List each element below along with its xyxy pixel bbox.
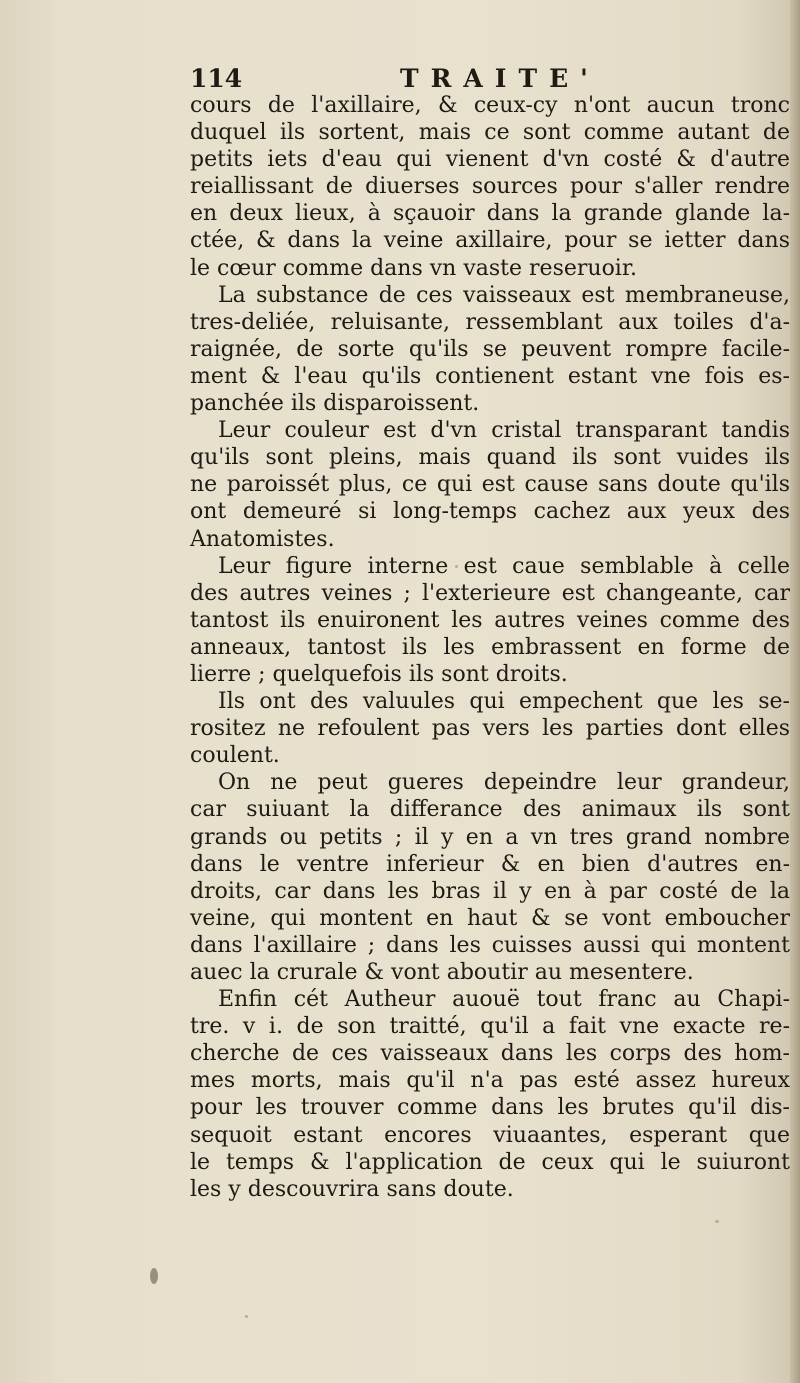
text-line: veine, qui montent en haut & se vont emboucher: [190, 905, 790, 931]
text-line: Ils ont des valuules qui empechent que les se-: [218, 689, 790, 715]
text-line: panchée ils disparoissent.: [190, 391, 480, 417]
text-line: droits, car dans les bras il y en à par costé de la: [190, 878, 790, 904]
text-line: La substance de ces vaisseaux est membraneuse,: [218, 282, 790, 308]
text-line: rositez ne refoulent pas vers les parties dont elles: [190, 716, 790, 742]
text-line: Leur couleur est d'vn cristal transparant tandis: [218, 418, 790, 444]
text-line: coulent.: [190, 743, 280, 769]
text-line: le temps & l'application de ceux qui le suiuront: [190, 1149, 790, 1175]
text-line: les y descouvrira sans doute.: [190, 1176, 514, 1202]
text-line: ctée, & dans la veine axillaire, pour se ietter dans: [190, 228, 790, 254]
page-number: 114: [190, 64, 243, 93]
text-line: le cœur comme dans vn vaste reseruoir.: [190, 255, 637, 281]
text-line: lierre ; quelquefois ils sont droits.: [190, 661, 568, 687]
body-text: [190, 92, 790, 1203]
text-line: On ne peut gueres depeindre leur grandeur,: [218, 770, 790, 796]
text-line: Anatomistes.: [190, 526, 335, 552]
text-line: dans le ventre inferieur & en bien d'autres en-: [190, 851, 790, 877]
text-line: Enfin cét Autheur auouë tout franc au Chapi-: [218, 987, 790, 1013]
text-line: dans l'axillaire ; dans les cuisses aussi qui montent: [190, 932, 790, 958]
text-line: pour les trouver comme dans les brutes qu'il dis-: [190, 1095, 790, 1121]
text-line: tres-deliée, reluisante, ressemblant aux toiles d'a-: [190, 309, 790, 335]
text-line: des autres veines ; l'exterieure est changeante, car: [190, 580, 790, 606]
text-line: reiallissant de diuerses sources pour s'aller rendre: [190, 174, 790, 200]
text-line: en deux lieux, à sçauoir dans la grande glande la-: [190, 201, 790, 227]
text-line: sequoit estant encores viuaantes, esperant que: [190, 1122, 790, 1148]
text-line: qu'ils sont pleins, mais quand ils sont vuides ils: [190, 445, 790, 471]
text-line: tre. v i. de son traitté, qu'il a fait vne exacte re-: [190, 1014, 790, 1040]
text-line: mes morts, mais qu'il n'a pas esté assez hureux: [190, 1068, 790, 1094]
text-line: raignée, de sorte qu'ils se peuvent rompre facile-: [190, 336, 790, 362]
running-title: TRAITE': [400, 64, 600, 93]
text-line: tantost ils enuironent les autres veines comme des: [190, 607, 790, 633]
text-line: Leur figure interne est caue semblable à celle: [218, 553, 790, 579]
text-line: petits iets d'eau qui vienent d'vn costé & d'autre: [190, 147, 790, 173]
text-line: ont demeuré si long-temps cachez aux yeux des: [190, 499, 790, 525]
page-edge: [790, 0, 800, 1383]
text-line: car suiuant la differance des animaux ils sont: [190, 797, 790, 823]
text-line: cours de l'axillaire, & ceux-cy n'ont aucun tronc: [190, 93, 790, 118]
text-line: auec la crurale & vont aboutir au mesentere.: [190, 960, 694, 985]
text-line: anneaux, tantost ils les embrassent en forme de: [190, 634, 790, 660]
page-header: [190, 62, 660, 96]
text-line: ne paroissét plus, ce qui est cause sans doute qu'ils: [190, 472, 790, 498]
text-line: ment & l'eau qu'ils contienent estant vne fois es-: [190, 363, 790, 389]
text-line: duquel ils sortent, mais ce sont comme autant de: [190, 120, 790, 146]
text-line: grands ou petits ; il y en a vn tres grand nombre: [190, 824, 790, 850]
text-line: cherche de ces vaisseaux dans les corps des hom-: [190, 1041, 790, 1067]
